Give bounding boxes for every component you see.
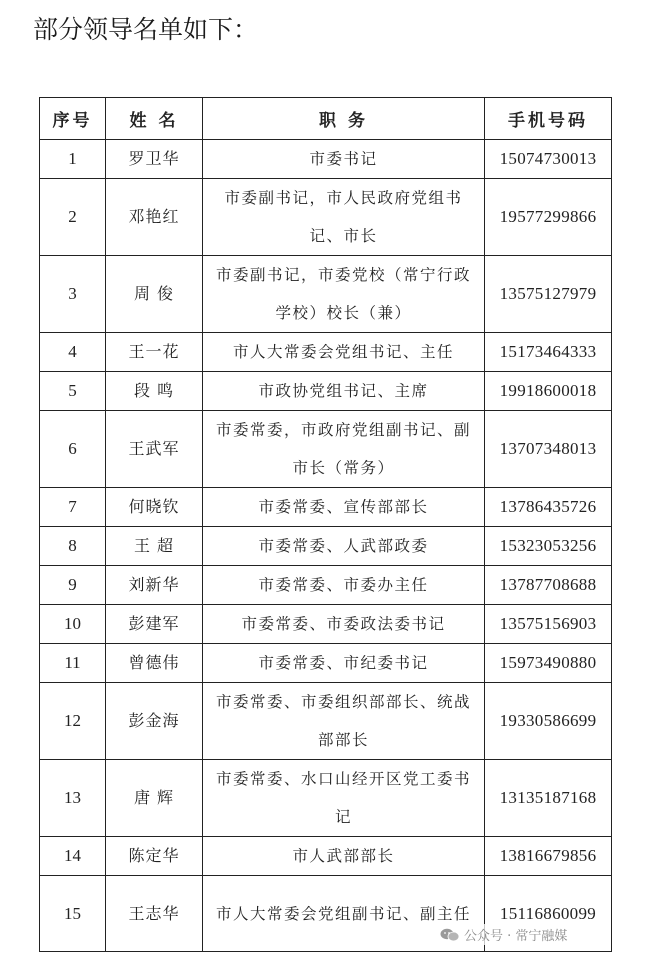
row-phone: 13787708688 bbox=[485, 566, 612, 605]
row-duty: 市委常委、市委政法委书记 bbox=[203, 605, 485, 644]
row-number: 8 bbox=[40, 527, 106, 566]
table-row bbox=[40, 372, 612, 411]
row-duty: 市委书记 bbox=[203, 140, 485, 179]
header-name: 姓 名 bbox=[106, 98, 203, 140]
row-number: 11 bbox=[40, 644, 106, 683]
table-row bbox=[40, 566, 612, 605]
row-phone: 13575127979 bbox=[485, 256, 612, 333]
row-name: 曾德伟 bbox=[106, 644, 203, 683]
table-row bbox=[40, 760, 612, 837]
row-number: 12 bbox=[40, 683, 106, 760]
row-number: 6 bbox=[40, 411, 106, 488]
row-number: 3 bbox=[40, 256, 106, 333]
row-name: 周 俊 bbox=[106, 256, 203, 333]
table-row bbox=[40, 411, 612, 488]
table-row bbox=[40, 256, 612, 333]
leaders-table bbox=[39, 97, 612, 952]
row-name: 王 超 bbox=[106, 527, 203, 566]
row-number: 14 bbox=[40, 837, 106, 876]
row-number: 9 bbox=[40, 566, 106, 605]
row-name: 刘新华 bbox=[106, 566, 203, 605]
row-duty: 市人大常委会党组书记、主任 bbox=[203, 333, 485, 372]
row-duty: 市委常委、水口山经开区党工委书记 bbox=[203, 760, 485, 837]
row-name: 王志华 bbox=[106, 876, 203, 952]
header-no: 序号 bbox=[40, 98, 106, 140]
row-name: 段 鸣 bbox=[106, 372, 203, 411]
row-duty: 市委副书记，市委党校（常宁行政学校）校长（兼） bbox=[203, 256, 485, 333]
row-phone: 13786435726 bbox=[485, 488, 612, 527]
row-name: 彭建军 bbox=[106, 605, 203, 644]
row-duty: 市委常委，市政府党组副书记、副市长（常务） bbox=[203, 411, 485, 488]
row-number: 2 bbox=[40, 179, 106, 256]
table-row bbox=[40, 179, 612, 256]
row-number: 15 bbox=[40, 876, 106, 952]
row-phone: 13135187168 bbox=[485, 760, 612, 837]
table-row bbox=[40, 488, 612, 527]
row-phone: 19918600018 bbox=[485, 372, 612, 411]
row-number: 4 bbox=[40, 333, 106, 372]
row-name: 陈定华 bbox=[106, 837, 203, 876]
row-duty: 市委副书记，市人民政府党组书记、市长 bbox=[203, 179, 485, 256]
row-phone: 13575156903 bbox=[485, 605, 612, 644]
row-number: 5 bbox=[40, 372, 106, 411]
table-row bbox=[40, 333, 612, 372]
watermark-text: 公众号 · 常宁融媒 bbox=[464, 929, 568, 944]
row-phone: 19330586699 bbox=[485, 683, 612, 760]
page-heading: 部分领导名单如下： bbox=[33, 15, 259, 44]
row-number: 13 bbox=[40, 760, 106, 837]
header-phone: 手机号码 bbox=[485, 98, 612, 140]
row-phone: 15173464333 bbox=[485, 333, 612, 372]
row-phone: 13707348013 bbox=[485, 411, 612, 488]
row-phone: 19577299866 bbox=[485, 179, 612, 256]
table-row bbox=[40, 140, 612, 179]
row-name: 邓艳红 bbox=[106, 179, 203, 256]
row-name: 何晓钦 bbox=[106, 488, 203, 527]
row-number: 7 bbox=[40, 488, 106, 527]
row-phone: 15323053256 bbox=[485, 527, 612, 566]
table-row bbox=[40, 644, 612, 683]
row-name: 罗卫华 bbox=[106, 140, 203, 179]
row-duty: 市人武部部长 bbox=[203, 837, 485, 876]
table-row bbox=[40, 683, 612, 760]
row-duty: 市人大常委会党组副书记、副主任 bbox=[203, 876, 485, 952]
wechat-icon bbox=[440, 928, 460, 942]
row-name: 彭金海 bbox=[106, 683, 203, 760]
table-row bbox=[40, 837, 612, 876]
row-phone: 15074730013 bbox=[485, 140, 612, 179]
row-duty: 市委常委、市委办主任 bbox=[203, 566, 485, 605]
row-number: 10 bbox=[40, 605, 106, 644]
table-row bbox=[40, 605, 612, 644]
row-name: 王一花 bbox=[106, 333, 203, 372]
header-duty: 职 务 bbox=[203, 98, 485, 140]
table-header-row bbox=[40, 98, 612, 140]
row-duty: 市委常委、宣传部部长 bbox=[203, 488, 485, 527]
row-duty: 市委常委、市纪委书记 bbox=[203, 644, 485, 683]
table-row bbox=[40, 527, 612, 566]
row-name: 王武军 bbox=[106, 411, 203, 488]
row-phone: 15973490880 bbox=[485, 644, 612, 683]
row-number: 1 bbox=[40, 140, 106, 179]
row-duty: 市政协党组书记、主席 bbox=[203, 372, 485, 411]
row-name: 唐 辉 bbox=[106, 760, 203, 837]
row-phone: 13816679856 bbox=[485, 837, 612, 876]
watermark bbox=[437, 924, 570, 945]
row-phone: 15116860099 bbox=[485, 876, 612, 952]
row-duty: 市委常委、人武部政委 bbox=[203, 527, 485, 566]
row-duty: 市委常委、市委组织部部长、统战部部长 bbox=[203, 683, 485, 760]
